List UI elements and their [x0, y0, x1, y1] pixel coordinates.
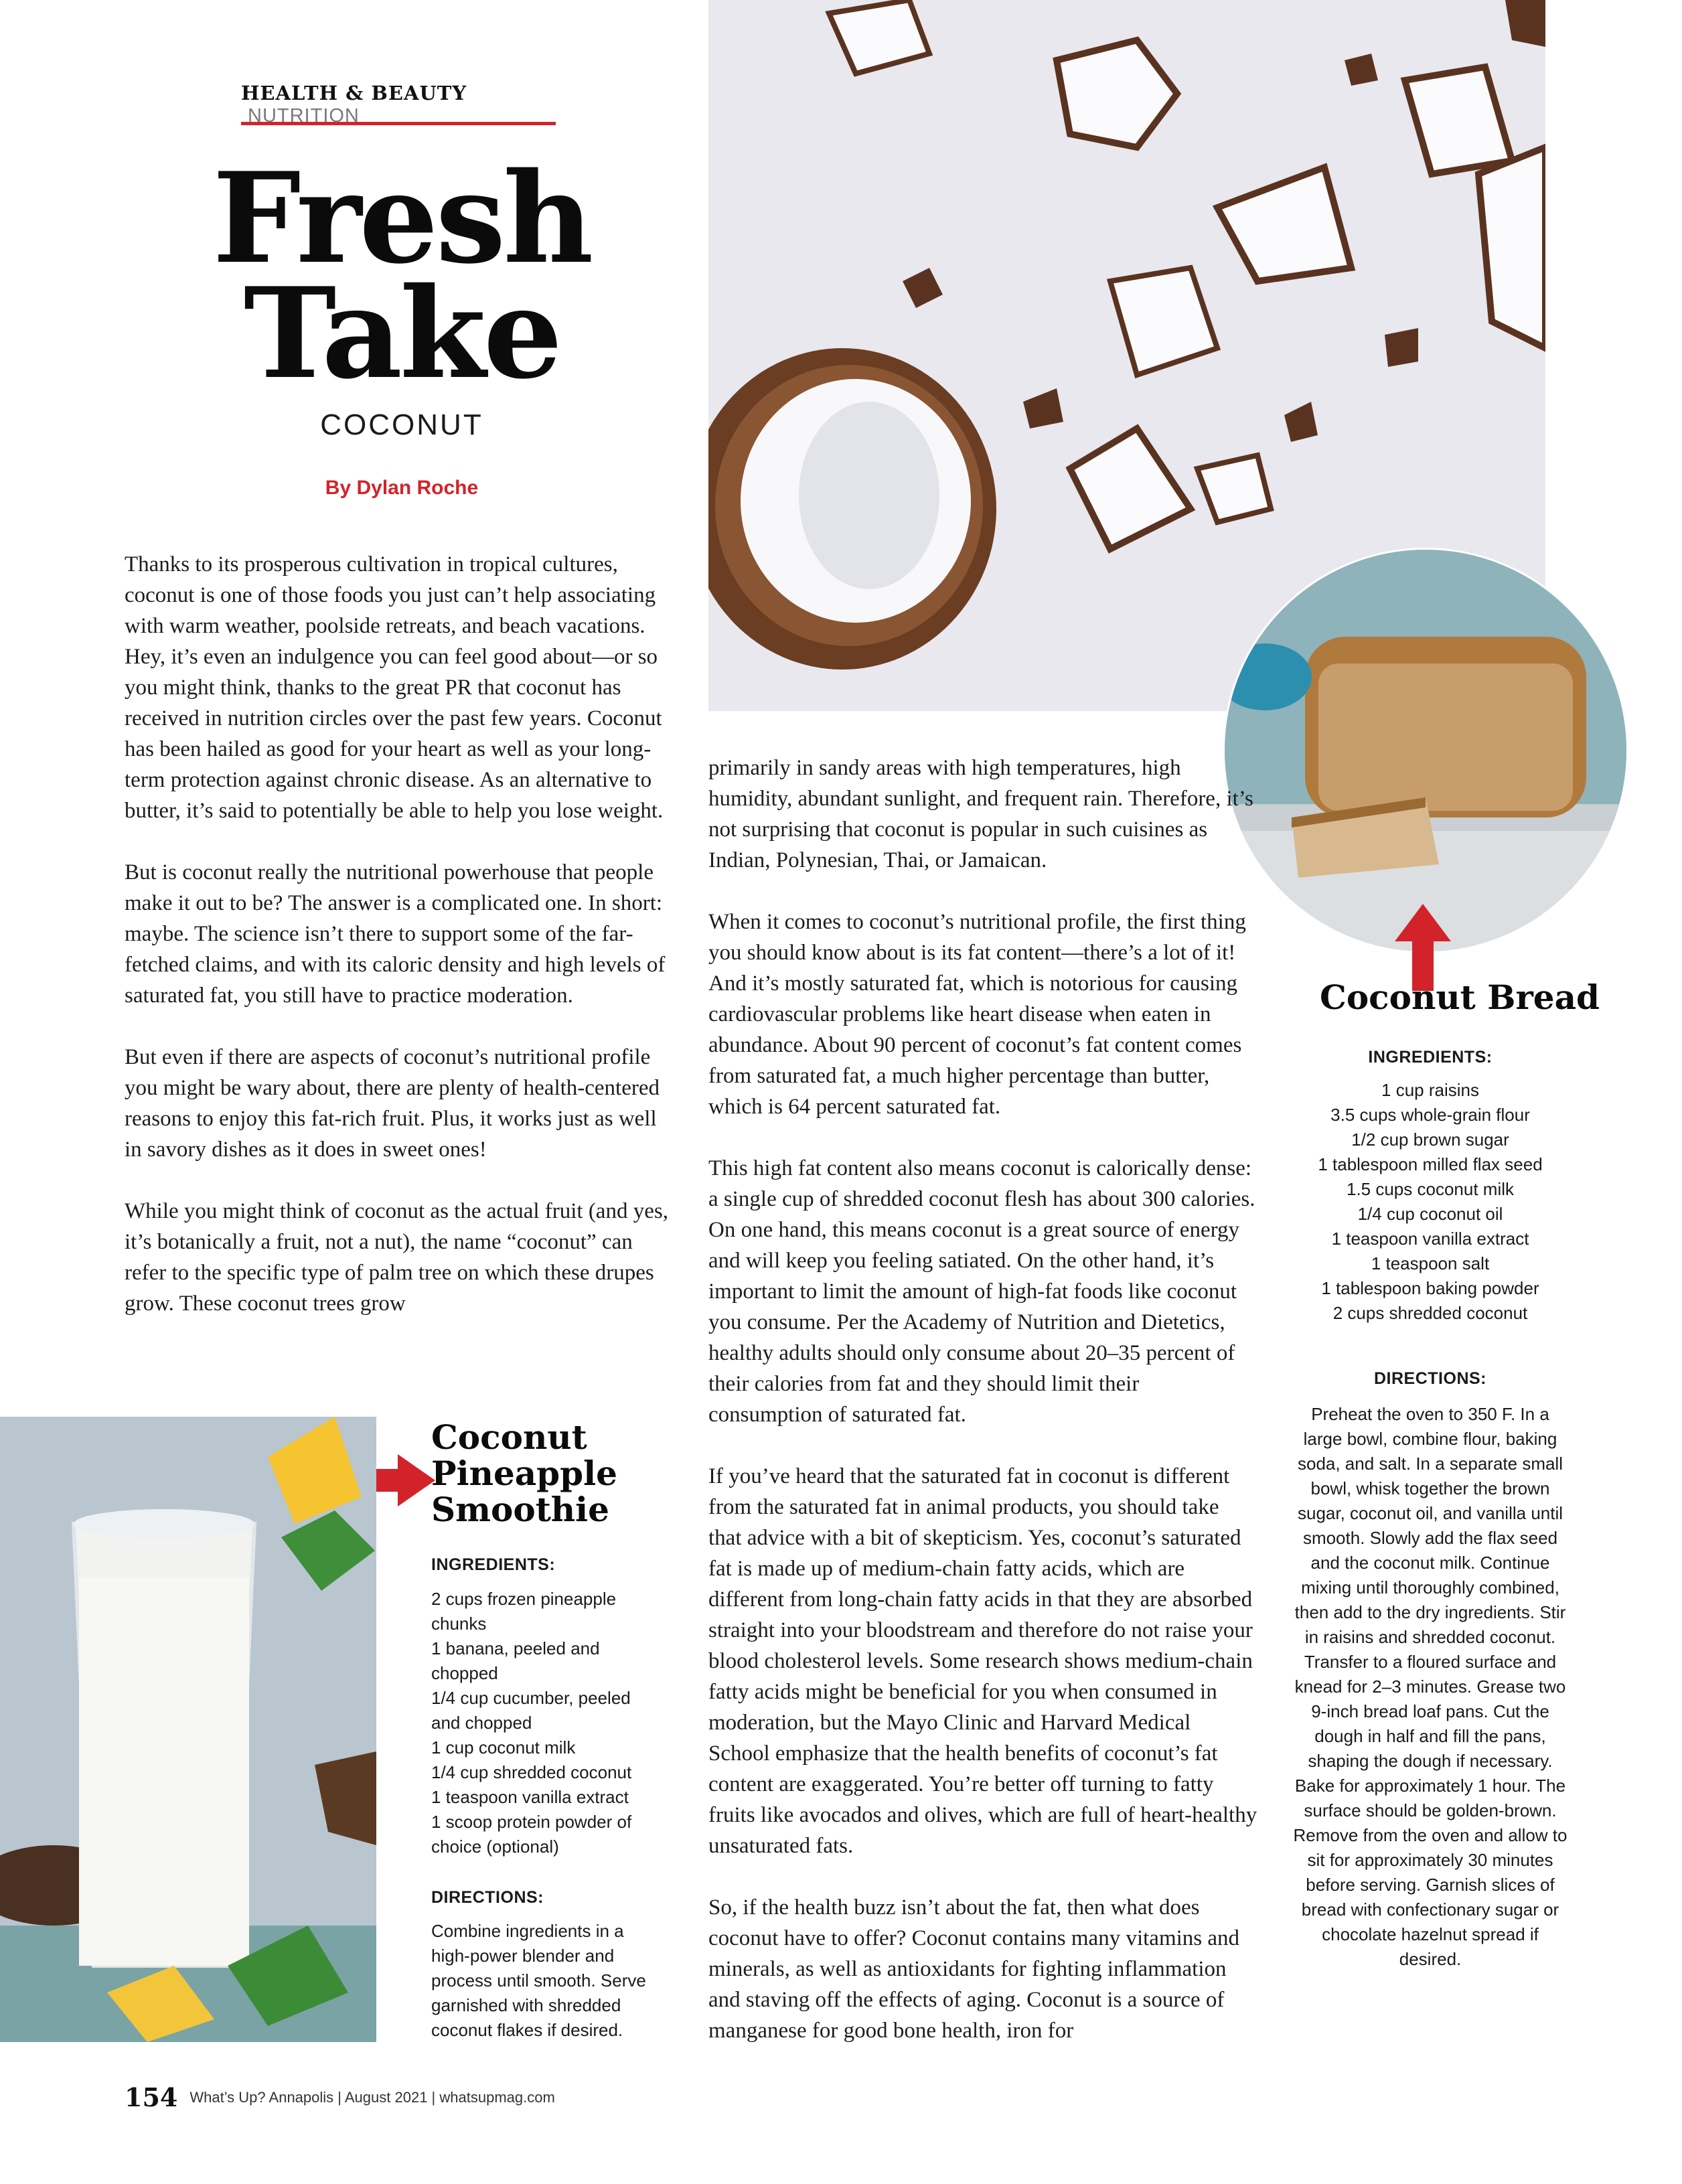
list-item: 1 scoop protein powder of choice (optional) — [431, 1812, 632, 1857]
list-item: 1 banana, peeled and chopped — [431, 1638, 600, 1683]
paragraph: Thanks to its prosperous cultivation in tropical cultures, coconut is one of those foods you just can’t help associating with warm weather, poolside retreats, and beach vacations. Hey, it’s even an indulgence you can feel good about—or so you might think, thanks to the great PR that coconut has received in nutrition circles over the past few years. Coconut has been hailed as good for your heart as well as your long-term protection against chronic disease. As an alternative to butter, it’s said to potentially be able to help you lose weight. — [125, 552, 664, 823]
coconut-bread-image — [1223, 548, 1628, 953]
page-footer — [125, 2082, 727, 2116]
bread-directions-heading: DIRECTIONS: — [1374, 1369, 1486, 1388]
bread-ingredients-heading: INGREDIENTS: — [1368, 1048, 1493, 1067]
list-item: 2 cups frozen pineapple chunks — [431, 1589, 617, 1634]
article-column-2 — [708, 753, 1257, 2077]
list-item: 1/4 cup cucumber, peeled and chopped — [431, 1688, 631, 1733]
article-subtitle: COCONUT — [320, 408, 483, 441]
title-line-2: Take — [243, 260, 560, 406]
list-item: 1/4 cup shredded coconut — [431, 1762, 632, 1782]
section-label: HEALTH & BEAUTY — [241, 82, 467, 104]
smoothie-title-line-2: Pineapple — [431, 1454, 617, 1493]
bread-directions-text: Preheat the oven to 350 F. In a large bowl, combine flour, baking soda, and salt. In a separate small bowl, whisk together the brown sugar, coconut oil, and vanilla until smooth. Slowly add the flax seed and the coconut milk. Continue mixing until thoroughly combined, then add to the dry ingredients. Stir in raisins and shredded coconut. Transfer to a floured surface and knead for 2–3 minutes. Grease two 9-inch bread loaf pans. Cut the dough in half and fill the pans, shaping the dough if necessary. Bake for approximately 1 hour. The surface should be golden-brown. Remove from the oven and allow to sit for approximately 30 minutes before serving. Garnish slices of bread with confectionary sugar or chocolate hazelnut spread if desired. — [1293, 1404, 1568, 1969]
paragraph: primarily in sandy areas with high temperatures, high humidity, abundant sunlight, and frequent rain. Therefore, it’s not surprising that coconut is popular in such cuisines as Indian, Polynesian, Thai, or Jamaican. — [708, 756, 1253, 872]
bread-ingredients-list — [1290, 1078, 1571, 1326]
publication-info: What’s Up? Annapolis | August 2021 | whatsupmag.com — [189, 2088, 555, 2106]
article-title — [121, 145, 683, 406]
list-item: 1 cup coconut milk — [431, 1737, 576, 1758]
paragraph: This high fat content also means coconut is calorically dense: a single cup of shredded coconut flesh has about 300 calories. On one hand, this means coconut is a great source of energy and will keep you feeling satiated. On the other hand, it’s important to limit the amount of high-fat foods like coconut you consume. Per the Academy of Nutrition and Dietetics, healthy adults should only consume about 20–35 percent of their calories from fat and they should limit their consumption of saturated fat. — [708, 1156, 1255, 1427]
list-item: 2 cups shredded coconut — [1332, 1303, 1528, 1323]
list-item: 1.5 cups coconut milk — [1346, 1179, 1514, 1199]
smoothie-directions-text: Combine ingredients in a high-power blender and process until smooth. Serve garnished with shredded coconut flakes if desired. — [431, 1921, 646, 2040]
paragraph: If you’ve heard that the saturated fat in coconut is different from the saturated fat in animal products, you should take that advice with a bit of skepticism. Yes, coconut’s saturated fat is made up of medium-chain fatty acids, which are different from long-chain fatty acids in that they are absorbed straight into your bloodstream and therefore do not raise your blood cholesterol levels. Some research shows medium-chain fatty acids might be beneficial for you when consumed in moderation, but the Mayo Clinic and Harvard Medical School emphasize that the health benefits of coconut’s fat content are exaggerated. You’re better off turning to fatty fruits like avocados and olives, which are full of heart-healthy unsaturated fats. — [708, 1464, 1257, 1858]
smoothie-recipe-title — [431, 1419, 686, 1528]
smoothie-title-line-1: Coconut — [431, 1417, 587, 1457]
paragraph: But even if there are aspects of coconut’s nutritional profile you might be wary about, there are plenty of health-centered reasons to enjoy this fat-rich fruit. Plus, it works just as well in savory dishes as it does in sweet ones! — [125, 1045, 660, 1162]
subsection-label: NUTRITION — [248, 105, 360, 127]
smoothie-illustration — [0, 1417, 376, 2042]
smoothie-ingredients-list — [431, 1587, 652, 1859]
list-item: 1/4 cup coconut oil — [1357, 1204, 1503, 1224]
list-item: 1/2 cup brown sugar — [1351, 1129, 1509, 1150]
smoothie-directions-heading: DIRECTIONS: — [431, 1888, 544, 1907]
title-line-1: Fresh — [212, 145, 591, 291]
smoothie-title-line-3: Smoothie — [431, 1490, 609, 1529]
list-item: 3.5 cups whole-grain flour — [1330, 1105, 1530, 1125]
paragraph: So, if the health buzz isn’t about the fat, then what does coconut have to offer? Coconut contains many vitamins and minerals, as well as antioxidants for fighting inflammation and staving off the effects of aging. Coconut is a source of manganese for good bone health, iron for — [708, 1895, 1240, 2043]
smoothie-ingredients-heading: INGREDIENTS: — [431, 1555, 556, 1574]
list-item: 1 cup raisins — [1381, 1080, 1479, 1100]
list-item: 1 tablespoon baking powder — [1321, 1278, 1539, 1298]
paragraph: When it comes to coconut’s nutritional profile, the first thing you should know about is its fat content—there’s a lot of it! And it’s mostly saturated fat, which is notorious for causing cardiovascular problems like heart disease when eaten in abundance. About 90 percent of coconut’s fat content comes from saturated fat, a much higher percentage than butter, which is 64 percent saturated fat. — [708, 910, 1246, 1119]
section-header — [241, 82, 556, 125]
paragraph: But is coconut really the nutritional powerhouse that people make it out to be? The answer is a complicated one. In short: maybe. The science isn’t there to support some of the far-fetched claims, and with its caloric density and high levels of saturated fat, you still have to practice moderation. — [125, 860, 666, 1008]
paragraph: While you might think of coconut as the actual fruit (and yes, it’s botanically a fruit, not a nut), the name “coconut” can refer to the specific type of palm tree on which these drupes grow. These coconut trees grow — [125, 1199, 668, 1316]
list-item: 1 teaspoon vanilla extract — [431, 1787, 629, 1807]
page-number: 154 — [125, 2082, 178, 2112]
bread-illustration — [1225, 550, 1626, 951]
list-item: 1 teaspoon vanilla extract — [1331, 1229, 1529, 1249]
list-item: 1 teaspoon salt — [1371, 1253, 1490, 1273]
list-item: 1 tablespoon milled flax seed — [1318, 1154, 1543, 1174]
bread-recipe-title: Coconut Bread — [1320, 978, 1600, 1017]
byline: By Dylan Roche — [325, 477, 479, 499]
article-column-1 — [125, 549, 674, 1350]
smoothie-image — [0, 1417, 376, 2042]
